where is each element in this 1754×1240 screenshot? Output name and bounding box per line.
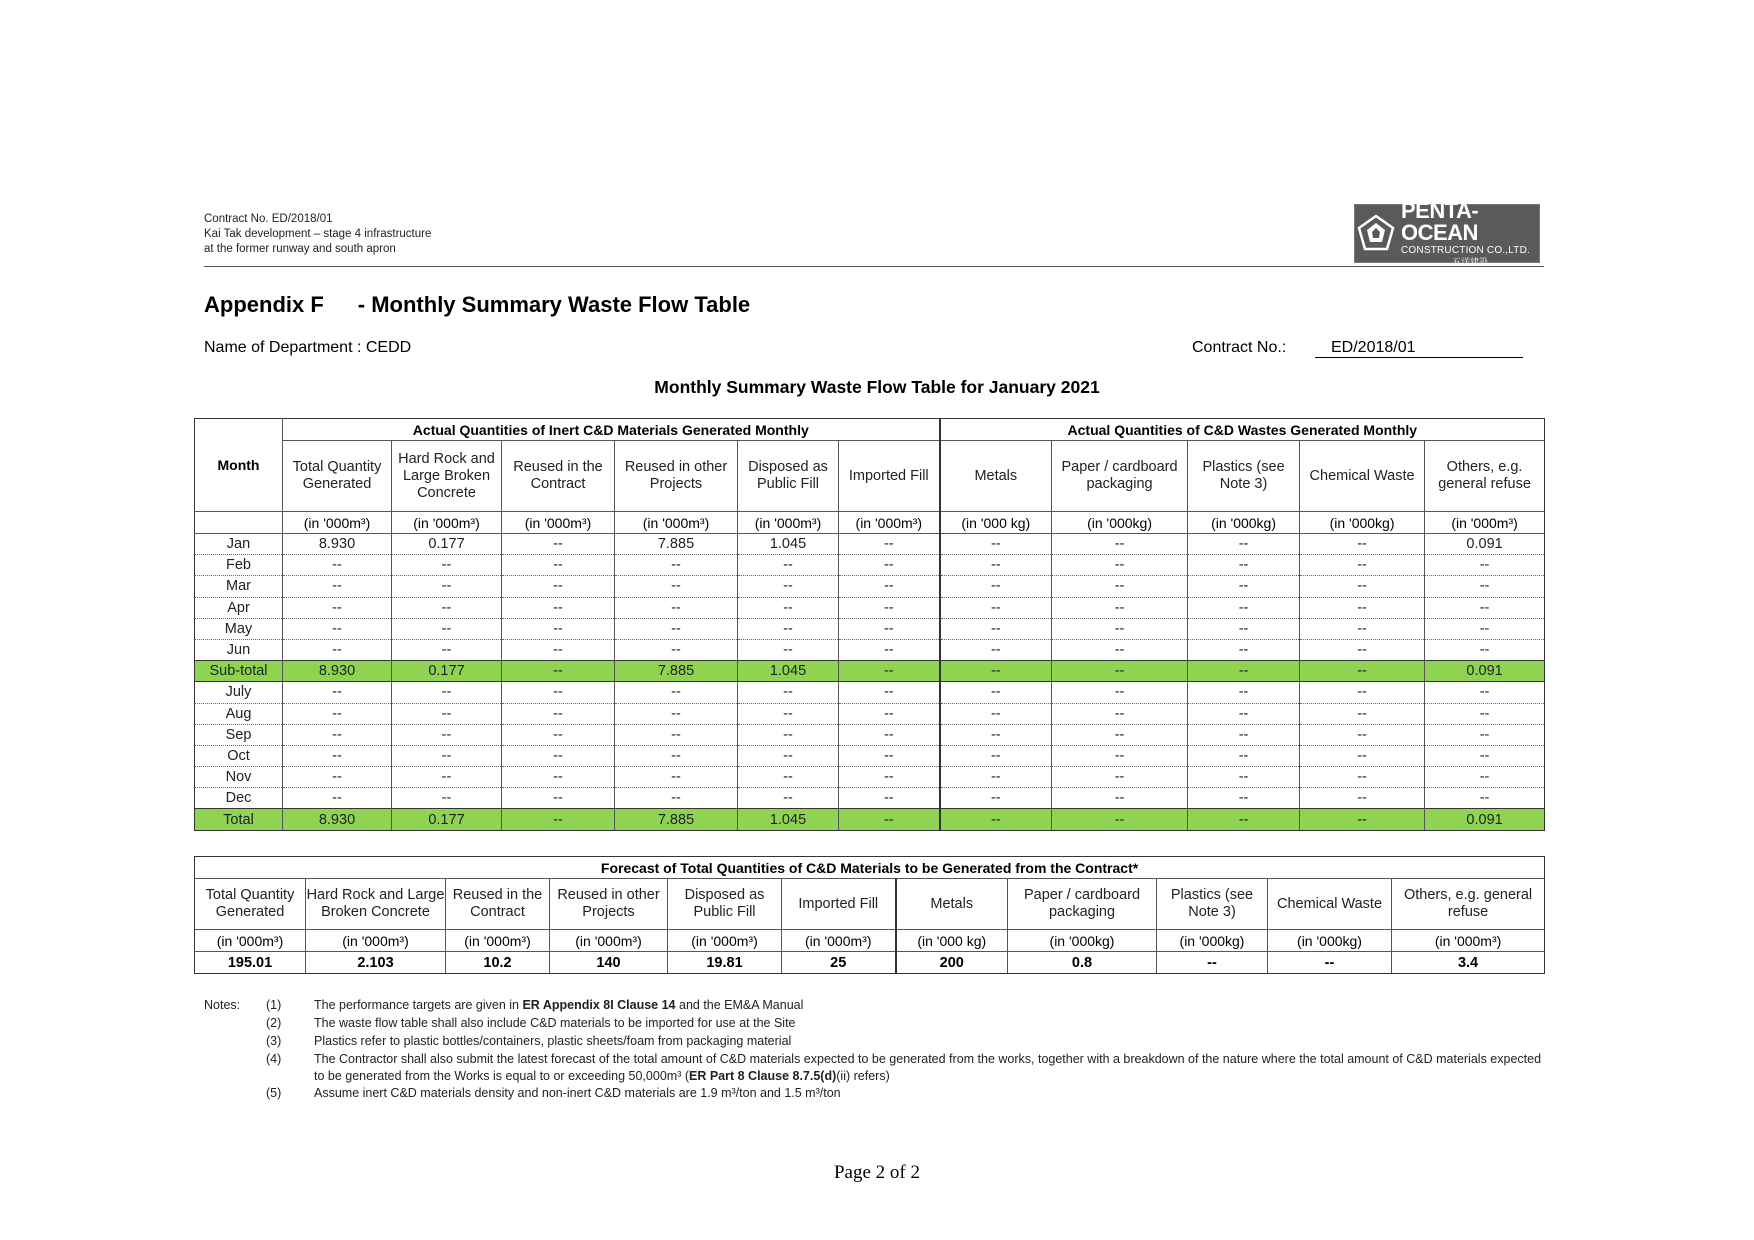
value-cell: --	[1425, 576, 1545, 597]
forecast-table	[194, 856, 1545, 974]
value-cell: --	[1300, 576, 1425, 597]
value-cell: --	[283, 555, 392, 576]
value-cell: --	[392, 745, 502, 766]
note-number: (3)	[266, 1034, 282, 1048]
logo-name: PENTA-OCEAN	[1401, 198, 1479, 245]
value-cell: --	[1188, 724, 1300, 745]
value-cell: --	[502, 618, 615, 639]
forecast-value-cell: 2.103	[306, 952, 446, 974]
value-cell: --	[1425, 788, 1545, 809]
month-cell: Sub-total	[195, 661, 283, 682]
note-item	[204, 997, 1544, 1015]
month-unit-cell	[195, 512, 283, 534]
value-cell: --	[1052, 703, 1188, 724]
note-item	[204, 1051, 1544, 1085]
value-cell: --	[1300, 618, 1425, 639]
value-cell: --	[283, 724, 392, 745]
note-text	[314, 1052, 1541, 1083]
month-cell: Mar	[195, 576, 283, 597]
value-cell: --	[1300, 745, 1425, 766]
value-cell: --	[502, 661, 615, 682]
forecast-column-header: Chemical Waste	[1268, 879, 1392, 930]
notes-label: Notes:	[204, 998, 241, 1012]
value-cell: --	[1300, 724, 1425, 745]
value-cell: --	[1300, 788, 1425, 809]
note-text-part: The Contractor shall also submit the latest forecast of the total amount of C&D materials expected to be generated from the works, together with a breakdown of the nature where the total amount of C&D materials expected to be generated from the Works is equal to or exceeding 50,000m³ (	[314, 1052, 1542, 1083]
value-cell: --	[392, 767, 502, 788]
column-header: Metals	[940, 441, 1052, 512]
value-cell: --	[283, 767, 392, 788]
table-row	[195, 639, 1545, 660]
column-header: Reused in the Contract	[502, 441, 615, 512]
value-cell: --	[1425, 555, 1545, 576]
value-cell: --	[940, 661, 1052, 682]
value-cell: --	[283, 639, 392, 660]
value-cell: --	[940, 703, 1052, 724]
value-cell: --	[1300, 809, 1425, 830]
forecast-value-cell: 140	[550, 952, 668, 974]
value-cell: --	[1188, 682, 1300, 703]
column-header: Plastics (see Note 3)	[1188, 441, 1300, 512]
value-cell: 8.930	[283, 534, 392, 555]
value-cell: --	[615, 703, 738, 724]
value-cell: --	[738, 724, 839, 745]
note-item	[204, 1033, 1544, 1051]
value-cell: --	[940, 809, 1052, 830]
value-cell: --	[839, 597, 940, 618]
forecast-value-cell: 195.01	[195, 952, 306, 974]
month-cell: Feb	[195, 555, 283, 576]
note-text	[314, 1086, 841, 1100]
table-row	[195, 703, 1545, 724]
value-cell: --	[1052, 767, 1188, 788]
header-line: at the former runway and south apron	[204, 243, 396, 255]
value-cell: --	[839, 576, 940, 597]
forecast-unit-cell: (in '000m³)	[195, 930, 306, 952]
value-cell: --	[1300, 767, 1425, 788]
value-cell: --	[1052, 682, 1188, 703]
forecast-unit-cell: (in '000m³)	[306, 930, 446, 952]
value-cell: --	[738, 745, 839, 766]
forecast-unit-cell: (in '000m³)	[446, 930, 550, 952]
forecast-column-header: Others, e.g. general refuse	[1392, 879, 1545, 930]
value-cell: --	[1425, 745, 1545, 766]
value-cell: --	[1300, 639, 1425, 660]
value-cell: --	[615, 767, 738, 788]
contract-label: Contract No.:	[1192, 339, 1287, 356]
value-cell: --	[1052, 745, 1188, 766]
value-cell: --	[502, 682, 615, 703]
forecast-unit-cell: (in '000m³)	[1392, 930, 1545, 952]
value-cell: --	[283, 576, 392, 597]
value-cell: --	[615, 576, 738, 597]
table-title: Monthly Summary Waste Flow Table for January 2021	[654, 377, 1100, 397]
value-cell: --	[1052, 661, 1188, 682]
notes-section	[204, 997, 1544, 1103]
value-cell: --	[1425, 724, 1545, 745]
forecast-column-header: Metals	[896, 879, 1008, 930]
value-cell: --	[940, 745, 1052, 766]
value-cell: --	[1052, 576, 1188, 597]
value-cell: --	[1425, 597, 1545, 618]
value-cell: --	[940, 534, 1052, 555]
value-cell: --	[615, 724, 738, 745]
value-cell: --	[392, 597, 502, 618]
note-reference: ER Appendix 8I Clause 14	[522, 998, 676, 1012]
header-line: Kai Tak development – stage 4 infrastructure	[204, 228, 432, 240]
note-text-part: Plastics refer to plastic bottles/containers, plastic sheets/foam from packaging material	[314, 1034, 792, 1048]
value-cell: --	[283, 618, 392, 639]
unit-cell: (in '000m³)	[738, 512, 839, 534]
note-item	[204, 1015, 1544, 1033]
note-number: (4)	[266, 1052, 282, 1066]
forecast-column-header: Reused in other Projects	[550, 879, 668, 930]
value-cell: --	[283, 703, 392, 724]
value-cell: --	[392, 618, 502, 639]
forecast-column-header: Total Quantity Generated	[195, 879, 306, 930]
appendix-subtitle: - Monthly Summary Waste Flow Table	[357, 292, 751, 317]
forecast-value-cell: --	[1157, 952, 1268, 974]
forecast-value-cell: 19.81	[668, 952, 782, 974]
value-cell: --	[1052, 555, 1188, 576]
column-header: Total Quantity Generated	[283, 441, 392, 512]
value-cell: --	[1188, 703, 1300, 724]
forecast-unit-cell: (in '000m³)	[550, 930, 668, 952]
forecast-unit-cell: (in '000kg)	[1268, 930, 1392, 952]
table-row	[195, 618, 1545, 639]
table-row	[195, 724, 1545, 745]
summary-row	[195, 809, 1545, 830]
value-cell: --	[1052, 534, 1188, 555]
forecast-column-header: Reused in the Contract	[446, 879, 550, 930]
forecast-column-header: Imported Fill	[782, 879, 896, 930]
value-cell: --	[392, 576, 502, 597]
forecast-value-cell: 0.8	[1008, 952, 1157, 974]
value-cell: --	[1052, 724, 1188, 745]
note-text-part: Assume inert C&D materials density and non-inert C&D materials are 1.9 m³/ton and 1.5 m³/ton	[314, 1086, 841, 1100]
value-cell: --	[615, 555, 738, 576]
value-cell: --	[940, 555, 1052, 576]
logo-chinese-name: 五洋建設	[1451, 257, 1488, 267]
forecast-unit-cell: (in '000m³)	[782, 930, 896, 952]
logo-subtitle: CONSTRUCTION CO.,LTD.	[1401, 245, 1531, 256]
note-text	[314, 998, 803, 1012]
value-cell: --	[839, 661, 940, 682]
note-text-part: The waste flow table shall also include C&D materials to be imported for use at the Site	[314, 1016, 796, 1030]
value-cell: --	[738, 788, 839, 809]
page-title	[204, 292, 750, 318]
note-text-part: and the EM&A Manual	[675, 998, 804, 1012]
value-cell: --	[1188, 809, 1300, 830]
unit-cell: (in '000m³)	[283, 512, 392, 534]
unit-cell: (in '000m³)	[392, 512, 502, 534]
forecast-unit-cell: (in '000 kg)	[896, 930, 1008, 952]
value-cell: --	[738, 767, 839, 788]
value-cell: --	[1188, 767, 1300, 788]
forecast-title: Forecast of Total Quantities of C&D Materials to be Generated from the Contract*	[195, 857, 1545, 879]
note-text	[314, 1034, 791, 1048]
value-cell: --	[940, 597, 1052, 618]
month-cell: July	[195, 682, 283, 703]
value-cell: --	[839, 555, 940, 576]
month-cell: Total	[195, 809, 283, 830]
forecast-column-header: Plastics (see Note 3)	[1157, 879, 1268, 930]
contract-header	[204, 212, 1544, 257]
value-cell: --	[1188, 639, 1300, 660]
value-cell: --	[502, 767, 615, 788]
unit-cell: (in '000kg)	[1052, 512, 1188, 534]
unit-cell: (in '000m³)	[502, 512, 615, 534]
value-cell: --	[1425, 682, 1545, 703]
forecast-value-cell: 200	[896, 952, 1008, 974]
value-cell: --	[738, 618, 839, 639]
value-cell: --	[392, 555, 502, 576]
value-cell: --	[1188, 745, 1300, 766]
value-cell: 1.045	[738, 661, 839, 682]
forecast-unit-cell: (in '000m³)	[668, 930, 782, 952]
value-cell: --	[1052, 597, 1188, 618]
value-cell: --	[1300, 534, 1425, 555]
value-cell: --	[392, 724, 502, 745]
column-header: Reused in other Projects	[615, 441, 738, 512]
unit-cell: (in '000kg)	[1188, 512, 1300, 534]
table-row	[195, 767, 1545, 788]
value-cell: --	[839, 618, 940, 639]
value-cell: --	[283, 597, 392, 618]
month-cell: Jun	[195, 639, 283, 660]
note-number: (1)	[266, 998, 282, 1012]
value-cell: --	[1052, 809, 1188, 830]
value-cell: --	[1300, 597, 1425, 618]
value-cell: --	[1300, 661, 1425, 682]
value-cell: 7.885	[615, 809, 738, 830]
value-cell: --	[738, 639, 839, 660]
column-header: Imported Fill	[839, 441, 940, 512]
forecast-value-cell: 3.4	[1392, 952, 1545, 974]
page-number: Page 2 of 2	[833, 1162, 920, 1183]
value-cell: --	[502, 703, 615, 724]
value-cell: --	[1188, 618, 1300, 639]
value-cell: --	[738, 682, 839, 703]
table-row	[195, 745, 1545, 766]
month-cell: Jan	[195, 534, 283, 555]
waste-group-header: Actual Quantities of C&D Wastes Generated Monthly	[940, 419, 1545, 441]
value-cell: --	[392, 788, 502, 809]
value-cell: --	[1052, 788, 1188, 809]
value-cell: --	[502, 534, 615, 555]
value-cell: 7.885	[615, 661, 738, 682]
value-cell: --	[1188, 788, 1300, 809]
summary-row	[195, 661, 1545, 682]
column-header: Chemical Waste	[1300, 441, 1425, 512]
company-logo	[1354, 198, 1540, 267]
value-cell: 0.177	[392, 661, 502, 682]
value-cell: 0.091	[1425, 661, 1545, 682]
contract-value: ED/2018/01	[1315, 339, 1523, 358]
forecast-unit-cell: (in '000kg)	[1157, 930, 1268, 952]
value-cell: --	[839, 703, 940, 724]
value-cell: --	[502, 576, 615, 597]
forecast-column-header: Paper / cardboard packaging	[1008, 879, 1157, 930]
value-cell: --	[738, 555, 839, 576]
value-cell: --	[839, 767, 940, 788]
forecast-value-cell: 25	[782, 952, 896, 974]
value-cell: --	[839, 639, 940, 660]
value-cell: --	[839, 788, 940, 809]
forecast-value-cell: --	[1268, 952, 1392, 974]
value-cell: --	[1425, 767, 1545, 788]
value-cell: --	[940, 788, 1052, 809]
month-cell: Apr	[195, 597, 283, 618]
value-cell: 0.091	[1425, 534, 1545, 555]
value-cell: 0.177	[392, 809, 502, 830]
value-cell: --	[615, 745, 738, 766]
value-cell: --	[283, 745, 392, 766]
month-cell: Dec	[195, 788, 283, 809]
note-item	[204, 1085, 1544, 1103]
value-cell: --	[502, 724, 615, 745]
monthly-waste-table	[194, 418, 1545, 831]
month-cell: Sep	[195, 724, 283, 745]
value-cell: --	[1425, 639, 1545, 660]
month-cell: Aug	[195, 703, 283, 724]
table-row	[195, 682, 1545, 703]
value-cell: --	[940, 767, 1052, 788]
value-cell: --	[839, 724, 940, 745]
note-text	[314, 1016, 796, 1030]
forecast-value-cell: 10.2	[446, 952, 550, 974]
value-cell: 1.045	[738, 809, 839, 830]
value-cell: 8.930	[283, 661, 392, 682]
value-cell: --	[392, 703, 502, 724]
value-cell: 0.091	[1425, 809, 1545, 830]
unit-cell: (in '000 kg)	[940, 512, 1052, 534]
value-cell: 0.177	[392, 534, 502, 555]
unit-cell: (in '000m³)	[839, 512, 940, 534]
value-cell: --	[940, 682, 1052, 703]
note-number: (5)	[266, 1086, 282, 1100]
table-row	[195, 534, 1545, 555]
value-cell: --	[502, 555, 615, 576]
value-cell: --	[839, 809, 940, 830]
value-cell: --	[502, 639, 615, 660]
note-number: (2)	[266, 1016, 282, 1030]
value-cell: 1.045	[738, 534, 839, 555]
column-header: Others, e.g. general refuse	[1425, 441, 1545, 512]
value-cell: 8.930	[283, 809, 392, 830]
value-cell: --	[839, 534, 940, 555]
value-cell: --	[502, 809, 615, 830]
month-cell: May	[195, 618, 283, 639]
value-cell: --	[738, 576, 839, 597]
value-cell: 7.885	[615, 534, 738, 555]
value-cell: --	[1300, 682, 1425, 703]
unit-cell: (in '000m³)	[615, 512, 738, 534]
value-cell: --	[940, 576, 1052, 597]
value-cell: --	[392, 639, 502, 660]
inert-group-header: Actual Quantities of Inert C&D Materials Generated Monthly	[283, 419, 940, 441]
value-cell: --	[615, 682, 738, 703]
note-reference: ER Part 8 Clause 8.7.5(d)	[688, 1069, 837, 1083]
value-cell: --	[738, 597, 839, 618]
column-header: Hard Rock and Large Broken Concrete	[392, 441, 502, 512]
value-cell: --	[1425, 618, 1545, 639]
value-cell: --	[940, 639, 1052, 660]
value-cell: --	[1188, 534, 1300, 555]
month-cell: Nov	[195, 767, 283, 788]
value-cell: --	[502, 745, 615, 766]
table-row	[195, 597, 1545, 618]
value-cell: --	[1300, 555, 1425, 576]
penta-ocean-star-icon	[1355, 206, 1397, 261]
value-cell: --	[1188, 597, 1300, 618]
value-cell: --	[1188, 576, 1300, 597]
value-cell: --	[1425, 703, 1545, 724]
month-header: Month	[195, 419, 283, 512]
value-cell: --	[940, 618, 1052, 639]
note-text-part: (ii) refers)	[836, 1069, 890, 1083]
value-cell: --	[283, 788, 392, 809]
appendix-label: Appendix F	[204, 292, 324, 317]
header-divider	[204, 266, 1544, 267]
table-row	[195, 788, 1545, 809]
unit-cell: (in '000m³)	[1425, 512, 1545, 534]
column-header: Paper / cardboard packaging	[1052, 441, 1188, 512]
value-cell: --	[615, 788, 738, 809]
value-cell: --	[839, 745, 940, 766]
table-row	[195, 555, 1545, 576]
unit-cell: (in '000kg)	[1300, 512, 1425, 534]
value-cell: --	[1188, 555, 1300, 576]
value-cell: --	[615, 618, 738, 639]
value-cell: --	[738, 703, 839, 724]
forecast-column-header: Hard Rock and Large Broken Concrete	[306, 879, 446, 930]
header-line: Contract No. ED/2018/01	[204, 213, 333, 225]
value-cell: --	[615, 597, 738, 618]
value-cell: --	[1188, 661, 1300, 682]
value-cell: --	[392, 682, 502, 703]
value-cell: --	[940, 724, 1052, 745]
table-row	[195, 576, 1545, 597]
note-text-part: The performance targets are given in	[314, 998, 523, 1012]
value-cell: --	[283, 682, 392, 703]
forecast-unit-cell: (in '000kg)	[1008, 930, 1157, 952]
value-cell: --	[1052, 639, 1188, 660]
value-cell: --	[502, 788, 615, 809]
department-name: Name of Department : CEDD	[204, 339, 412, 356]
value-cell: --	[839, 682, 940, 703]
column-header: Disposed as Public Fill	[738, 441, 839, 512]
value-cell: --	[615, 639, 738, 660]
value-cell: --	[1300, 703, 1425, 724]
value-cell: --	[502, 597, 615, 618]
value-cell: --	[1052, 618, 1188, 639]
forecast-column-header: Disposed as Public Fill	[668, 879, 782, 930]
month-cell: Oct	[195, 745, 283, 766]
